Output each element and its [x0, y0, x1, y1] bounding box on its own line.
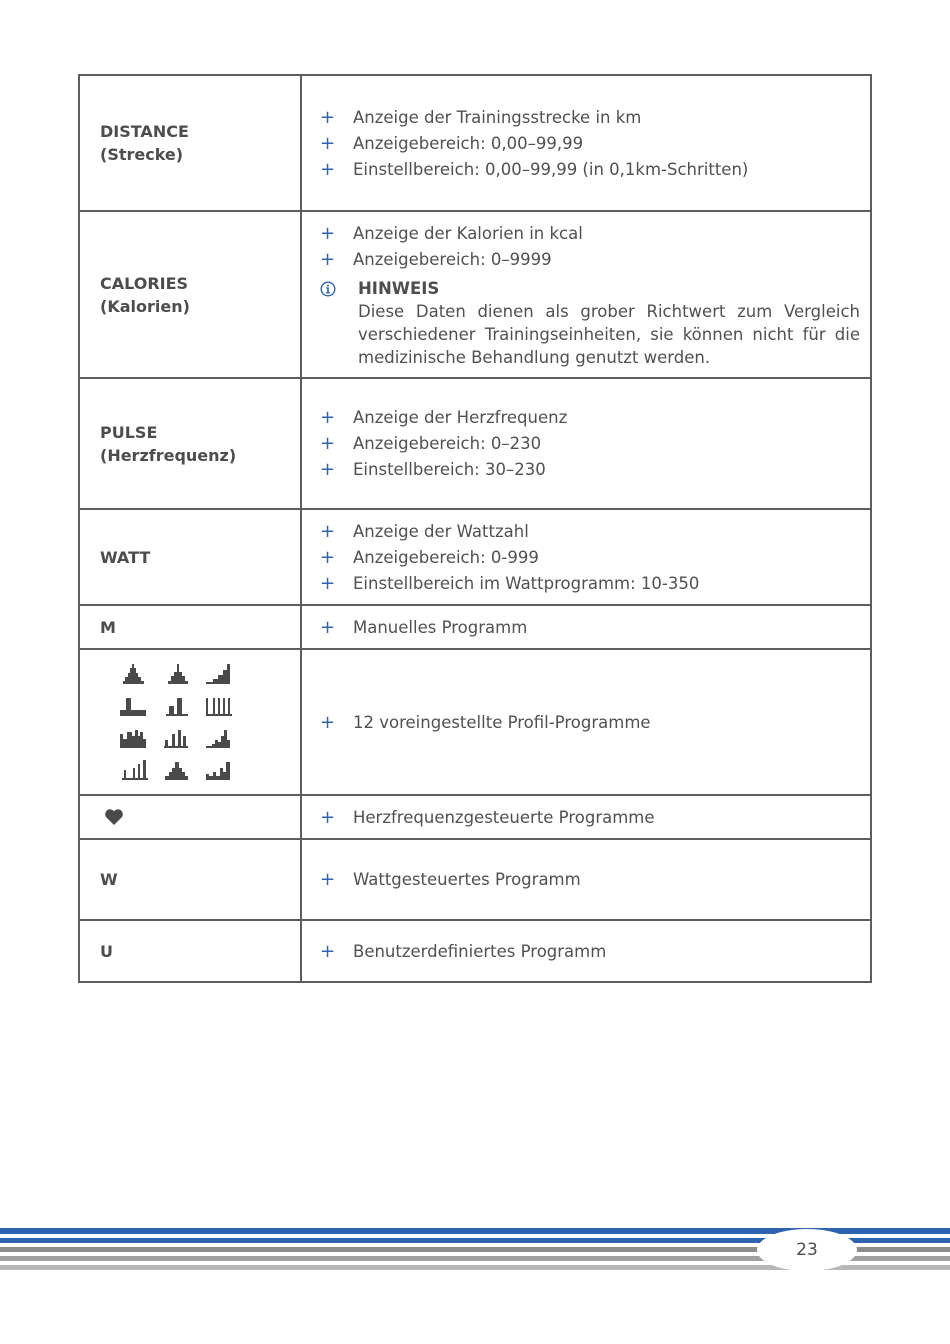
plus-icon: + — [320, 132, 336, 154]
list-item: + Anzeige der Herzfrequenz — [320, 407, 568, 428]
plus-icon: + — [320, 869, 336, 890]
page-number: 23 — [757, 1229, 857, 1271]
profile-icon — [202, 662, 242, 686]
list-item: + 12 voreingestellte Profil-Programme — [320, 711, 651, 733]
row-description — [301, 211, 871, 378]
label-main: U — [100, 941, 113, 961]
profile-icon — [118, 758, 158, 782]
table-row — [79, 839, 871, 920]
bullet-list — [320, 938, 860, 964]
plus-icon: + — [320, 572, 336, 594]
list-item: + Anzeige der Kalorien in kcal — [320, 222, 583, 244]
heart-icon — [104, 808, 300, 826]
note-title: HINWEIS — [358, 279, 440, 298]
list-item: + Herzfrequenzgesteuerte Programme — [320, 806, 655, 828]
label-sub: (Herzfrequenz) — [100, 445, 237, 465]
plus-icon: + — [320, 711, 336, 733]
row-label — [79, 605, 301, 649]
row-description — [301, 605, 871, 649]
plus-icon: + — [320, 806, 336, 828]
list-item: + Anzeige der Wattzahl — [320, 520, 529, 542]
bullet-list — [320, 518, 860, 596]
row-description — [301, 649, 871, 795]
table-row — [79, 75, 871, 211]
row-description — [301, 509, 871, 605]
bullet-list — [320, 220, 860, 272]
row-description — [301, 795, 871, 839]
row-description — [301, 920, 871, 982]
profile-icon — [118, 694, 158, 718]
profile-programs-icon — [118, 662, 300, 782]
label-sub: (Kalorien) — [100, 296, 190, 316]
label-sub: (Strecke) — [100, 145, 184, 164]
profile-icon — [118, 726, 158, 750]
list-item: + Benutzerdefiniertes Programm — [320, 940, 607, 962]
label-main: PULSE — [100, 422, 158, 442]
table-row — [79, 795, 871, 839]
row-label — [79, 839, 301, 920]
bullet-list — [320, 867, 860, 893]
row-label — [79, 509, 301, 605]
plus-icon: + — [320, 407, 336, 428]
row-label — [79, 795, 301, 839]
list-item: + Einstellbereich: 30–230 — [320, 459, 546, 480]
profile-icon — [202, 758, 242, 782]
plus-icon: + — [320, 106, 336, 128]
list-item: + Anzeige der Trainingsstrecke in km — [320, 106, 642, 128]
bullet-list — [320, 614, 860, 640]
row-label — [79, 378, 301, 509]
note-text: Diese Daten dienen als grober Richtwert zum Vergleich verschiedener Trainingseinheiten, sie können nicht für die medizinische Behandlung genutzt werden. — [358, 302, 860, 367]
bullet-list — [320, 709, 860, 735]
plus-icon: + — [320, 546, 336, 568]
bullet-list — [320, 405, 860, 483]
info-icon — [320, 278, 358, 369]
label-main: M — [100, 617, 116, 637]
label-main: CALORIES — [100, 273, 189, 293]
profile-icon — [202, 726, 242, 750]
list-item: + Anzeigebereich: 0–230 — [320, 433, 542, 454]
table-row — [79, 211, 871, 378]
plus-icon: + — [320, 940, 336, 962]
row-label — [79, 920, 301, 982]
label-main: DISTANCE — [100, 122, 189, 141]
plus-icon: + — [320, 222, 336, 244]
profile-icon — [160, 662, 200, 686]
list-item: + Anzeigebereich: 0-999 — [320, 546, 539, 568]
table-row — [79, 649, 871, 795]
plus-icon: + — [320, 616, 336, 638]
bullet-list — [320, 804, 860, 830]
table-row — [79, 920, 871, 982]
list-item: + Wattgesteuertes Programm — [320, 869, 581, 890]
row-description — [301, 378, 871, 509]
label-main: W — [100, 870, 118, 889]
row-label — [79, 649, 301, 795]
specification-table — [78, 74, 872, 983]
list-item: + Anzeigebereich: 0–9999 — [320, 248, 552, 270]
list-item: + Einstellbereich: 0,00–99,99 (in 0,1km-Schritten) — [320, 158, 749, 180]
table-row — [79, 378, 871, 509]
note-box — [320, 278, 860, 369]
plus-icon: + — [320, 158, 336, 180]
profile-icon — [118, 662, 158, 686]
row-label — [79, 75, 301, 211]
list-item: + Manuelles Programm — [320, 616, 528, 638]
profile-icon — [202, 694, 242, 718]
plus-icon: + — [320, 459, 336, 480]
row-description — [301, 839, 871, 920]
plus-icon: + — [320, 520, 336, 542]
profile-icon — [160, 726, 200, 750]
list-item: + Einstellbereich im Wattprogramm: 10-350 — [320, 572, 700, 594]
label-main: WATT — [100, 547, 151, 567]
profile-icon — [160, 758, 200, 782]
plus-icon: + — [320, 433, 336, 454]
bullet-list — [320, 104, 860, 182]
table-row — [79, 509, 871, 605]
plus-icon: + — [320, 248, 336, 270]
row-description — [301, 75, 871, 211]
row-label — [79, 211, 301, 378]
note-body — [358, 278, 860, 369]
profile-icon — [160, 694, 200, 718]
table-row — [79, 605, 871, 649]
list-item: + Anzeigebereich: 0,00–99,99 — [320, 132, 584, 154]
